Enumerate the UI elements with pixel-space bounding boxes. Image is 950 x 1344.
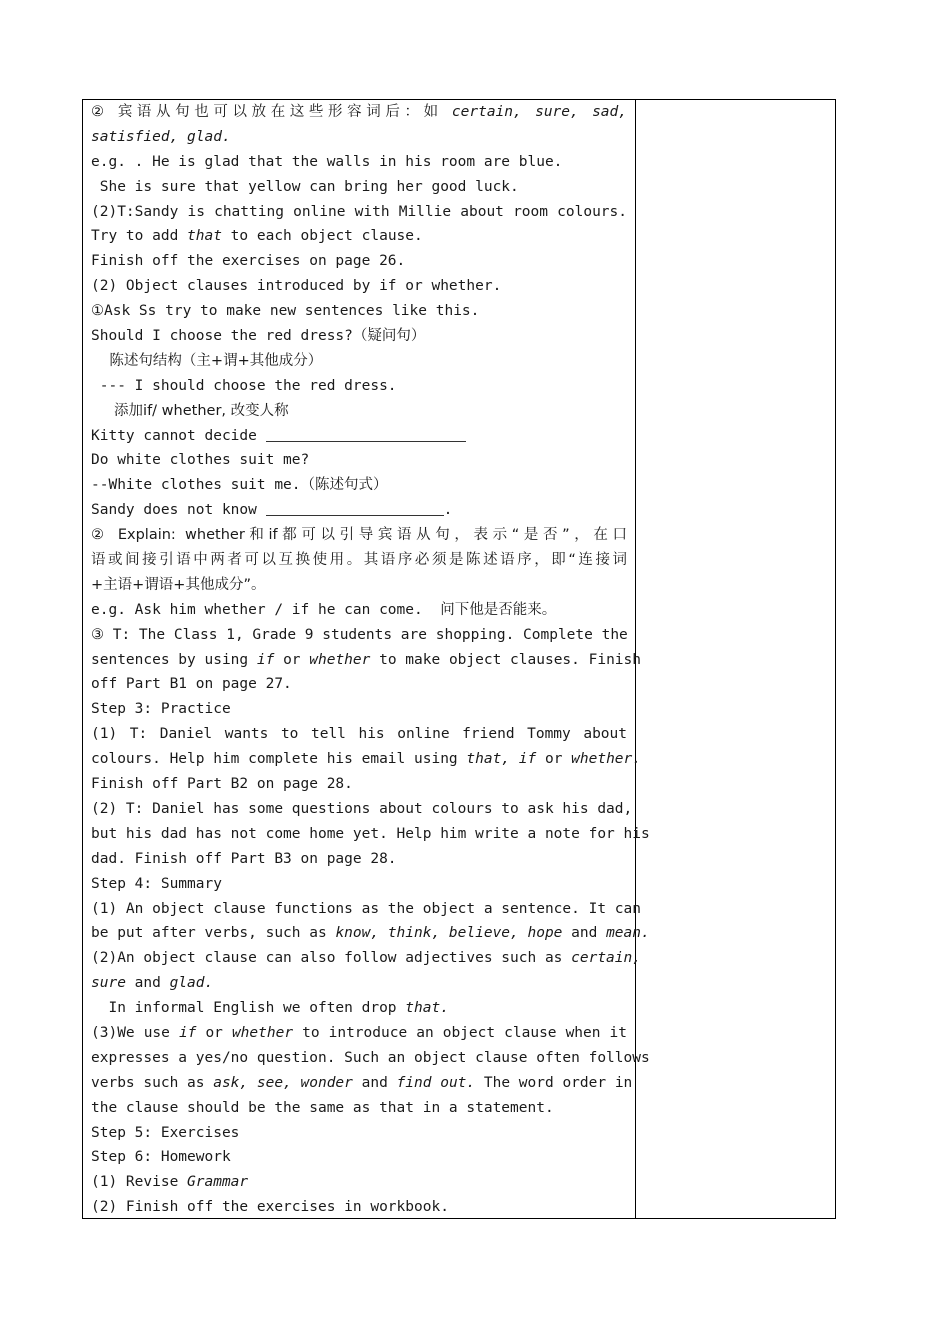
text-line: ①Ask Ss try to make new sentences like this. <box>91 303 480 320</box>
text-line: (2) Finish off the exercises in workbook. <box>91 1199 449 1216</box>
text-line: ② Explain: whether和if都可以引导宾语从句，表示“是否”，在口 <box>91 527 627 544</box>
text-line: In informal English we often drop that. <box>91 1000 449 1017</box>
answer-blank <box>266 427 466 442</box>
text-line: (2) Object clauses introduced by if or whether. <box>91 278 502 295</box>
text-line: 添加if/ whether, 改变人称 <box>91 402 289 419</box>
text-line: +主语+谓语+其他成分”。 <box>91 576 266 593</box>
text-line: expresses a yes/no question. Such an object clause often follows <box>91 1049 650 1066</box>
text-line: (2)T:Sandy is chatting online with Millie about room colours. <box>91 203 627 220</box>
text-line: sentences by using if or whether to make object clauses. Finish <box>91 651 641 668</box>
text-line: 陈述句结构（主+谓+其他成分） <box>91 352 323 369</box>
lesson-table <box>82 99 836 1219</box>
lesson-content-cell <box>83 100 650 1218</box>
text-line: dad. Finish off Part B3 on page 28. <box>91 850 397 867</box>
text-line: satisfied, glad. <box>91 128 231 145</box>
text-line: ② 宾语从句也可以放在这些形容词后：如 certain, sure, sad, <box>91 104 627 120</box>
text-line: colours. Help him complete his email using that, if or whether. <box>91 751 641 768</box>
text-line: e.g. . He is glad that the walls in his room are blue. <box>91 153 563 170</box>
text-line: ③ T: The Class 1, Grade 9 students are shopping. Complete the <box>91 626 628 643</box>
section-heading: Step 4: Summary <box>91 875 222 892</box>
text-line: Sandy does not know . <box>91 502 453 519</box>
notes-cell <box>636 100 835 1218</box>
text-line: the clause should be the same as that in a statement. <box>91 1099 554 1116</box>
text-line: Finish off the exercises on page 26. <box>91 253 406 270</box>
section-heading: Step 3: Practice <box>91 701 231 718</box>
text-line: (1) Revise Grammar <box>91 1174 249 1191</box>
text-line: Do white clothes suit me? <box>91 452 310 469</box>
text-line: (3)We use if or whether to introduce an object clause when it <box>91 1024 627 1041</box>
text-line: sure and glad. <box>91 975 214 992</box>
text-line: (2) T: Daniel has some questions about colours to ask his dad, <box>91 800 633 817</box>
text-line: off Part B1 on page 27. <box>91 676 292 693</box>
text-line: 语或间接引语中两者可以互换使用。其语序必须是陈述语序，即“连接词 <box>91 552 627 569</box>
text-line: (2)An object clause can also follow adjectives such as certain, <box>91 950 641 967</box>
section-heading: Step 5: Exercises <box>91 1124 240 1141</box>
text-line: verbs such as ask, see, wonder and find out. The word order in <box>91 1074 633 1091</box>
answer-blank <box>266 501 444 516</box>
text-line: e.g. Ask him whether / if he can come. 问下他是否能来。 <box>91 601 557 618</box>
text-line: but his dad has not come home yet. Help him write a note for his <box>91 825 650 842</box>
text-line: Kitty cannot decide <box>91 424 627 449</box>
text-line: Finish off Part B2 on page 28. <box>91 776 353 793</box>
text-line: (1) T: Daniel wants to tell his online friend Tommy about <box>91 726 627 743</box>
text-line: --White clothes suit me.（陈述句式） <box>91 477 388 494</box>
text-line: be put after verbs, such as know, think, believe, hope and mean. <box>91 925 650 942</box>
text-line: (1) An object clause functions as the object a sentence. It can <box>91 900 641 917</box>
section-heading: Step 6: Homework <box>91 1149 231 1166</box>
text-line: --- I should choose the red dress. <box>91 377 397 394</box>
text-line: She is sure that yellow can bring her good luck. <box>91 178 519 195</box>
text-line: Should I choose the red dress?（疑问句） <box>91 328 426 345</box>
text-line: Try to add that to each object clause. <box>91 228 423 245</box>
